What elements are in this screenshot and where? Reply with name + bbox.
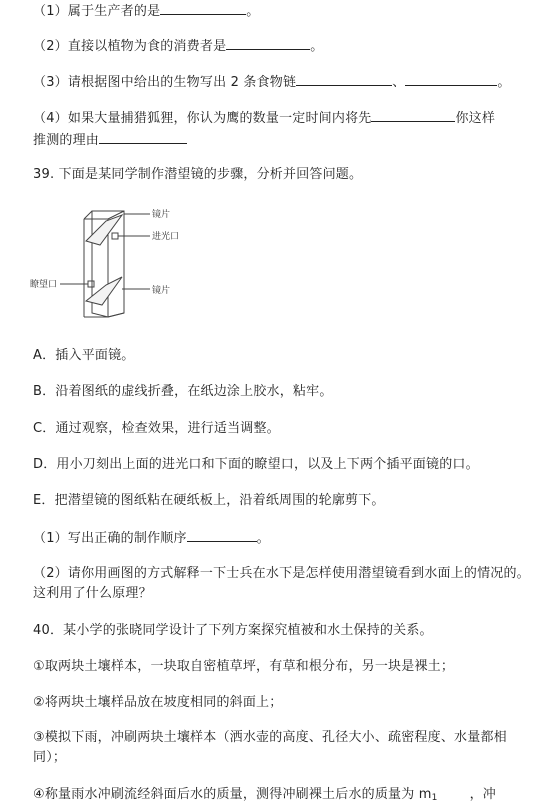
q38-part1-text: （1）属于生产者的是 <box>33 4 161 19</box>
q40-item4 <box>33 784 538 809</box>
q38-part4 <box>33 107 538 130</box>
step-e: E．把潜望镜的图纸粘在硬纸板上，沿着纸周围的轮廓剪下。 <box>33 493 385 508</box>
q38-part4-text2: 你这样 <box>455 111 496 126</box>
step-d: D．用小刀刻出上面的进光口和下面的瞭望口，以及上下两个插平面镜的口。 <box>33 457 479 472</box>
q38-part1-end: 。 <box>246 4 260 19</box>
step-c: C．通过观察，检查效果，进行适当调整。 <box>33 421 280 436</box>
inlet-hole <box>112 233 118 239</box>
q38-part2-text: （2）直接以植物为食的消费者是 <box>33 39 227 54</box>
answer-blank[interactable] <box>371 107 455 122</box>
q38-part4-text: （4）如果大量捕猎狐狸，你认为鹰的数量一定时间内将先 <box>33 111 372 126</box>
q40-item4-sub: 1 <box>431 793 438 803</box>
answer-blank[interactable] <box>226 35 310 50</box>
q39-sub1-end: 。 <box>256 531 270 546</box>
q40-item1: ①取两块土壤样本，一块取自密植草坪，有草和根分布，另一块是裸土； <box>33 659 455 674</box>
q38-part3-text: （3）请根据图中给出的生物写出 2 条食物链 <box>33 75 297 90</box>
answer-blank[interactable] <box>99 129 187 144</box>
q38-part3 <box>33 71 538 94</box>
q38-part1 <box>33 0 538 23</box>
viewport-hole <box>88 281 94 287</box>
label-top-mirror: 镜片 <box>152 210 171 220</box>
q38-part4-cont <box>33 129 538 152</box>
q40-title: 40．某小学的张晓同学设计了下列方案探究植被和水土保持的关系。 <box>33 623 433 638</box>
label-bottom-mirror: 镜片 <box>152 286 171 296</box>
q40-item2: ②将两块土壤样品放在坡度相同的斜面上； <box>33 695 283 710</box>
q38-part2-end: 。 <box>310 39 324 54</box>
q39-sub1 <box>33 527 538 550</box>
q38-part3-sep: 、 <box>392 75 406 90</box>
answer-blank[interactable] <box>187 527 257 542</box>
step-a: A．插入平面镜。 <box>33 348 135 363</box>
q38-part3-end: 。 <box>497 75 511 90</box>
q40-item4-text: ④称量雨水冲刷流经斜面后水的质量，测得冲刷裸土后水的质量为 m <box>33 787 432 802</box>
answer-blank[interactable] <box>160 0 246 15</box>
label-viewport: 瞭望口 <box>30 280 58 290</box>
label-inlet: 进光口 <box>152 232 180 242</box>
q39-title: 39. 下面是某同学制作潜望镜的步骤，分析并回答问题。 <box>33 167 363 182</box>
q39-sub1-text: （1）写出正确的制作顺序 <box>33 531 187 546</box>
answer-blank[interactable] <box>405 71 497 86</box>
answer-blank[interactable] <box>296 71 392 86</box>
q38-part2 <box>33 35 538 58</box>
step-b: B．沿着图纸的虚线折叠，在纸边涂上胶水，粘牢。 <box>33 384 333 399</box>
q39-sub2: （2）请你用画图的方式解释一下士兵在水下是怎样使用潜望镜看到水面上的情况的。这利用了什么原理？ <box>33 566 530 601</box>
periscope-figure <box>30 205 210 325</box>
q38-part4-reason: 推测的理由 <box>33 133 100 148</box>
q40-item3: ③模拟下雨，冲刷两块土壤样本（洒水壶的高度、孔径大小、疏密程度、水量都相同）； <box>33 730 507 765</box>
q40-item4-text2: ，冲 <box>469 787 496 802</box>
